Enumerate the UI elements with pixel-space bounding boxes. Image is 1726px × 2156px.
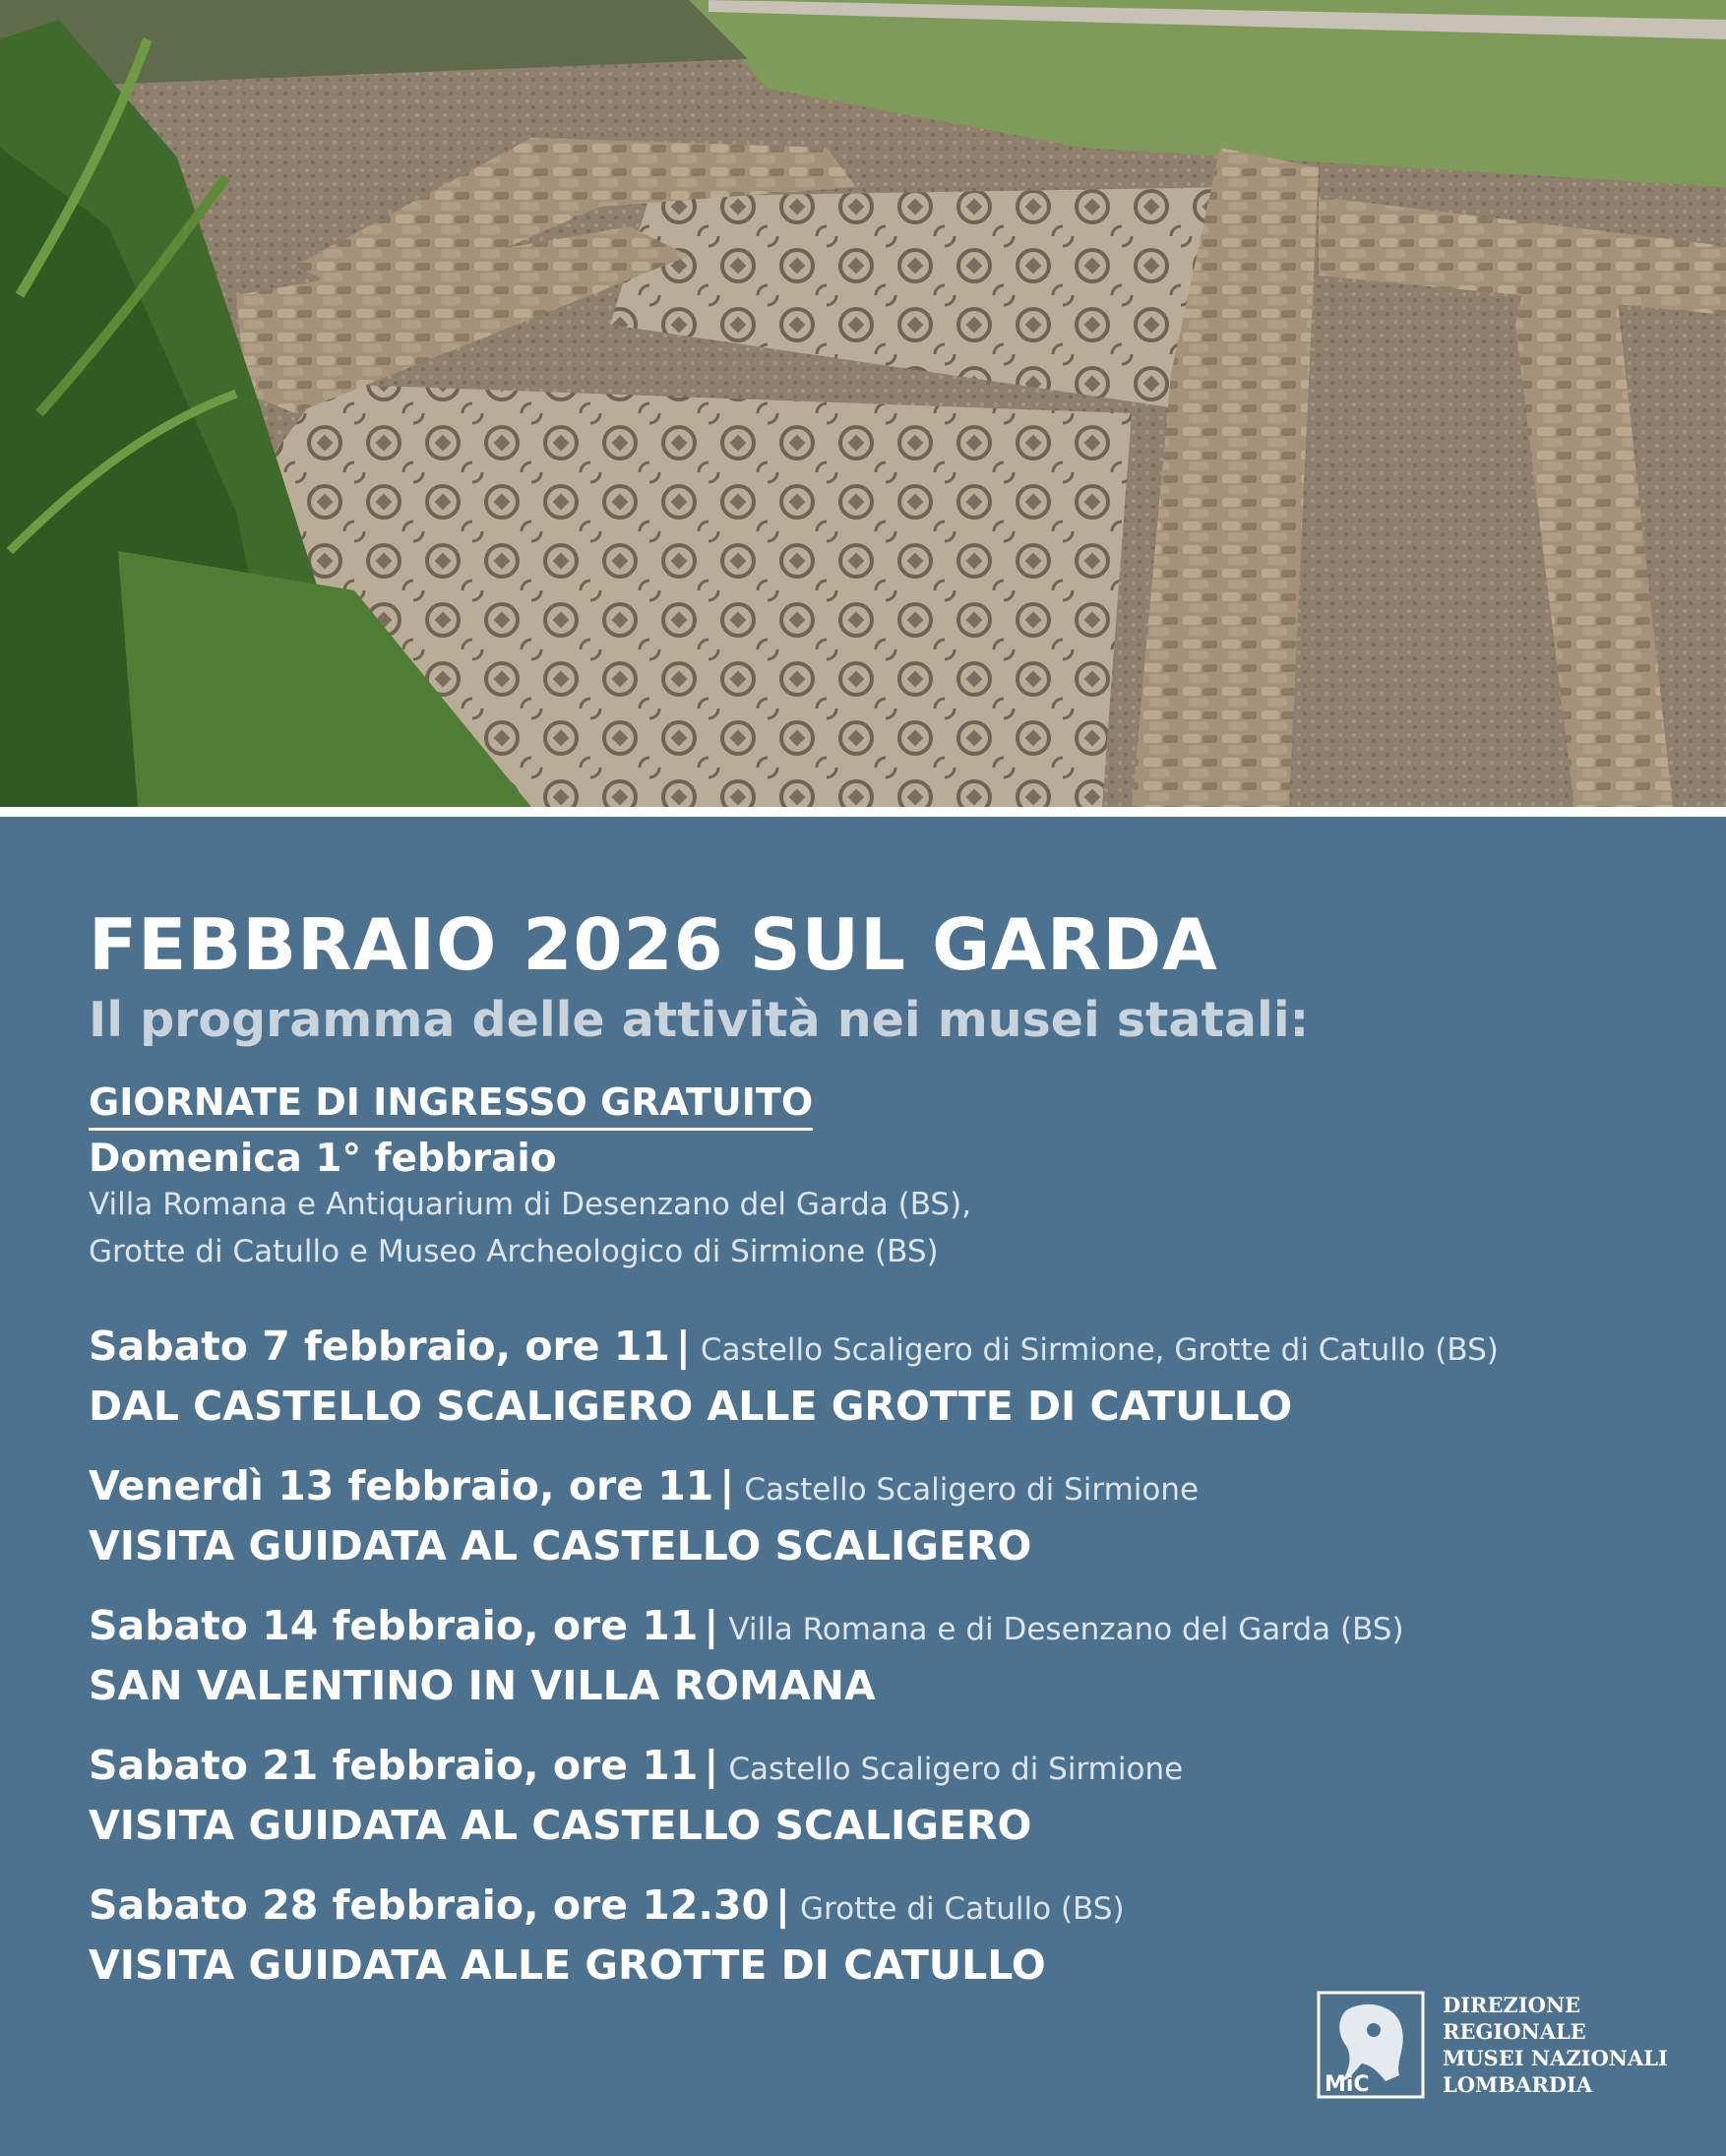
institution-name — [1443, 1992, 1668, 2098]
event-item — [89, 1460, 1663, 1571]
free-entry-date: Domenica 1° febbraio — [89, 1137, 557, 1181]
event-location: Grotte di Catullo (BS) — [800, 1891, 1125, 1927]
event-location: Castello Scaligero di Sirmione, Grotte di Catullo (BS) — [700, 1332, 1499, 1368]
event-item — [89, 1600, 1663, 1711]
event-title: VISITA GUIDATA AL CASTELLO SCALIGERO — [89, 1522, 1032, 1570]
event-date: Sabato 21 febbraio, ore 11 — [89, 1742, 699, 1789]
institution-name-line: LOMBARDIA — [1443, 2072, 1593, 2097]
event-separator: | — [704, 1742, 719, 1789]
event-separator: | — [675, 1323, 691, 1370]
event-title: VISITA GUIDATA AL CASTELLO SCALIGERO — [89, 1802, 1032, 1849]
event-date: Sabato 28 febbraio, ore 12.30 — [89, 1881, 771, 1929]
free-entry-place: Villa Romana e Antiquarium di Desenzano del Garda (BS), — [89, 1187, 972, 1222]
event-item — [89, 1879, 1663, 1991]
event-title: VISITA GUIDATA ALLE GROTTE DI CATULLO — [89, 1941, 1046, 1989]
institution-name-line: DIREZIONE — [1443, 1993, 1581, 2017]
logo-mark-text: MiC — [1325, 2072, 1370, 2097]
event-separator: | — [775, 1881, 791, 1929]
event-item — [89, 1321, 1663, 1432]
free-entry-place: Grotte di Catullo e Museo Archeologico di Sirmione (BS) — [89, 1234, 939, 1269]
event-title: SAN VALENTINO IN VILLA ROMANA — [89, 1662, 876, 1709]
event-separator: | — [719, 1462, 735, 1509]
event-location: Castello Scaligero di Sirmione — [744, 1472, 1200, 1508]
event-date: Sabato 14 febbraio, ore 11 — [89, 1602, 699, 1649]
hero-photo-roman-villa-mosaic — [0, 0, 1726, 807]
free-entry-heading: GIORNATE DI INGRESSO GRATUITO — [89, 1080, 813, 1131]
institution-name-line: REGIONALE — [1443, 2019, 1586, 2044]
event-separator: | — [704, 1602, 719, 1649]
event-title: DAL CASTELLO SCALIGERO ALLE GROTTE DI CATULLO — [89, 1383, 1293, 1430]
event-date: Venerdì 13 febbraio, ore 11 — [89, 1462, 714, 1509]
page-title: FEBBRAIO 2026 SUL GARDA — [89, 903, 1218, 986]
page-subtitle: Il programma delle attività nei musei statali: — [89, 992, 1310, 1048]
free-entry-section — [89, 1080, 1269, 1275]
event-location: Villa Romana e di Desenzano del Garda (BS) — [728, 1612, 1404, 1647]
institution-name-line: MUSEI NAZIONALI — [1443, 2046, 1668, 2070]
photo-divider — [0, 807, 1726, 817]
event-date: Sabato 7 febbraio, ore 11 — [89, 1323, 670, 1370]
mic-logo-icon — [1317, 1991, 1425, 2099]
event-item — [89, 1740, 1663, 1851]
event-location: Castello Scaligero di Sirmione — [728, 1752, 1184, 1787]
